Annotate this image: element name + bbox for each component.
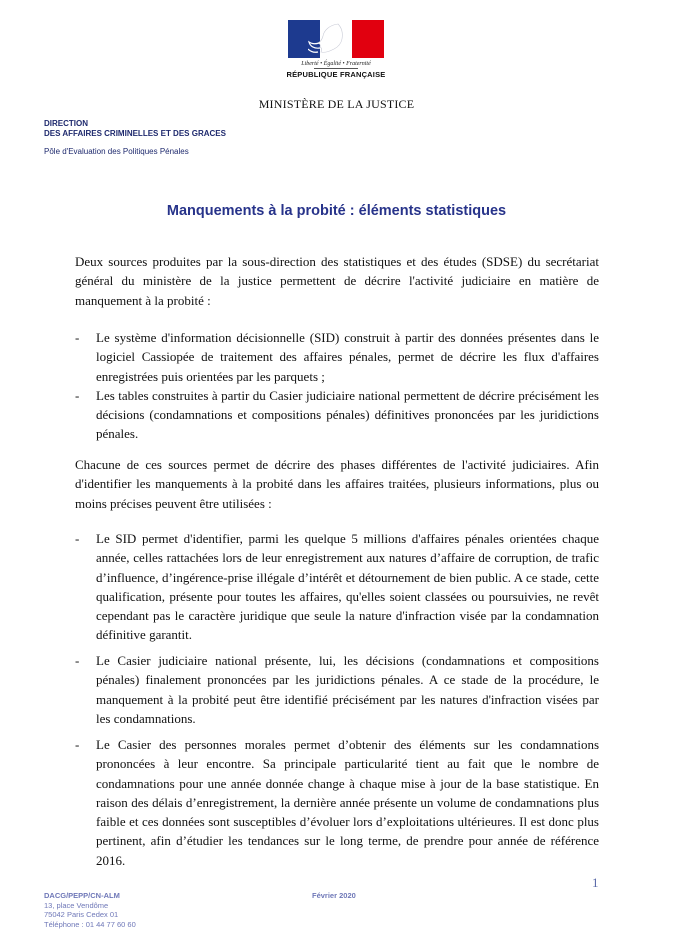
list-item xyxy=(75,386,599,444)
marianne-profile-icon xyxy=(308,22,354,56)
list-item-text: Le SID permet d'identifier, parmi les quelque 5 millions d'affaires pénales orientées chaque année, celles rattachées lors de leur enregistrement aux natures d’affaire de corruption, de trafic d’influence, d’ingérence-prise illégale d’intérêt et détournement de bien public. A ce stade, cette qualification, présente pour toutes les affaires, qu'elles soient classées ou poursuivies, ne revêt cependant pas le caractère juridique que seule la nature d'infraction visée par la condamnation définitive garantit. xyxy=(96,531,599,643)
details-list-item-2 xyxy=(75,651,599,728)
republique-francaise-logo xyxy=(286,20,386,84)
logo-divider xyxy=(314,68,358,69)
intro-text: Deux sources produites par la sous-direction des statistiques et des études (SDSE) du secrétariat général du ministère de la justice permettent de décrire l'activité judiciaire en matière de manquement à la probité : xyxy=(75,254,599,308)
list-item xyxy=(75,529,599,645)
pole-name: Pôle d'Evaluation des Politiques Pénales xyxy=(44,147,189,156)
republic-name: RÉPUBLIQUE FRANÇAISE xyxy=(286,70,386,79)
details-list-item-1 xyxy=(75,529,599,645)
middle-paragraph xyxy=(75,455,599,513)
list-item-text: Le Casier judiciaire national présente, lui, les décisions (condamnations et compositions pénales) finalement prononcées par les juridictions pénales. A ce stade de la procédure, le manquement à la probité peut être identifié précisément par les natures d'infraction visées par les condamnations. xyxy=(96,653,599,726)
direction-line-2: DES AFFAIRES CRIMINELLES ET DES GRACES xyxy=(44,129,226,138)
footer-address-line-2: 75042 Paris Cedex 01 xyxy=(44,910,119,919)
list-dash: - xyxy=(75,330,80,345)
list-dash: - xyxy=(75,653,80,668)
intro-paragraph xyxy=(75,252,599,310)
footer-address xyxy=(44,891,136,929)
list-dash: - xyxy=(75,387,80,403)
list-item xyxy=(75,651,599,728)
direction-block xyxy=(44,119,226,139)
sources-list xyxy=(75,328,599,444)
page-number: 1 xyxy=(592,875,599,890)
list-item xyxy=(75,328,599,386)
details-list-item-3 xyxy=(75,735,599,870)
republic-motto: Liberté • Égalité • Fraternité xyxy=(301,61,371,67)
list-item-text: Les tables construites à partir du Casier judiciaire national permettent de décrire précisément les décisions (condamnations et compositions pénales) définitives prononcées par les juridictions pénales. xyxy=(96,387,599,442)
middle-text: Chacune de ces sources permet de décrire des phases différentes de l'activité judiciaires. Afin d'identifier les manquements à la probité dans les affaires traitées, plusieurs informations, plus ou moins précises peuvent être utilisées : xyxy=(75,457,599,511)
footer-date: Février 2020 xyxy=(312,891,356,900)
direction-line-1: DIRECTION xyxy=(44,119,88,128)
footer-address-line-1: 13, place Vendôme xyxy=(44,900,109,910)
list-dash: - xyxy=(75,737,80,752)
ministry-name: MINISTÈRE DE LA JUSTICE xyxy=(258,97,415,111)
list-item-text: Le système d'information décisionnelle (SID) construit à partir des données présentes dans le logiciel Cassiopée de traitement des affaires pénales, permet de décrire les flux d'affaires enregistrées puis orientées par les parquets ; xyxy=(96,330,599,384)
list-dash: - xyxy=(75,531,80,546)
list-item xyxy=(75,735,599,870)
document-title: Manquements à la probité : éléments statistiques xyxy=(166,203,507,219)
footer-phone: Téléphone : 01 44 77 60 60 xyxy=(44,919,136,929)
list-item-text: Le Casier des personnes morales permet d’obtenir des éléments sur les condamnations prononcées à leur encontre. Sa principale particularité tient au fait que le nombre de condamnations pour une année donnée change à chaque mise à jour de la base statistique. En raison des délais d’enregistrement, la dernière année présente un volume de condamnations plus faible et ces données sont susceptibles d’évoluer lors d’exploitations ultérieures. Il est donc plus pertinent, afin d’étudier les tendances sur le long terme, de prendre pour année de référence 2016. xyxy=(96,737,599,868)
footer-code: DACG/PEPP/CN-ALM xyxy=(44,891,120,900)
tricolor-flag-icon xyxy=(288,20,384,58)
